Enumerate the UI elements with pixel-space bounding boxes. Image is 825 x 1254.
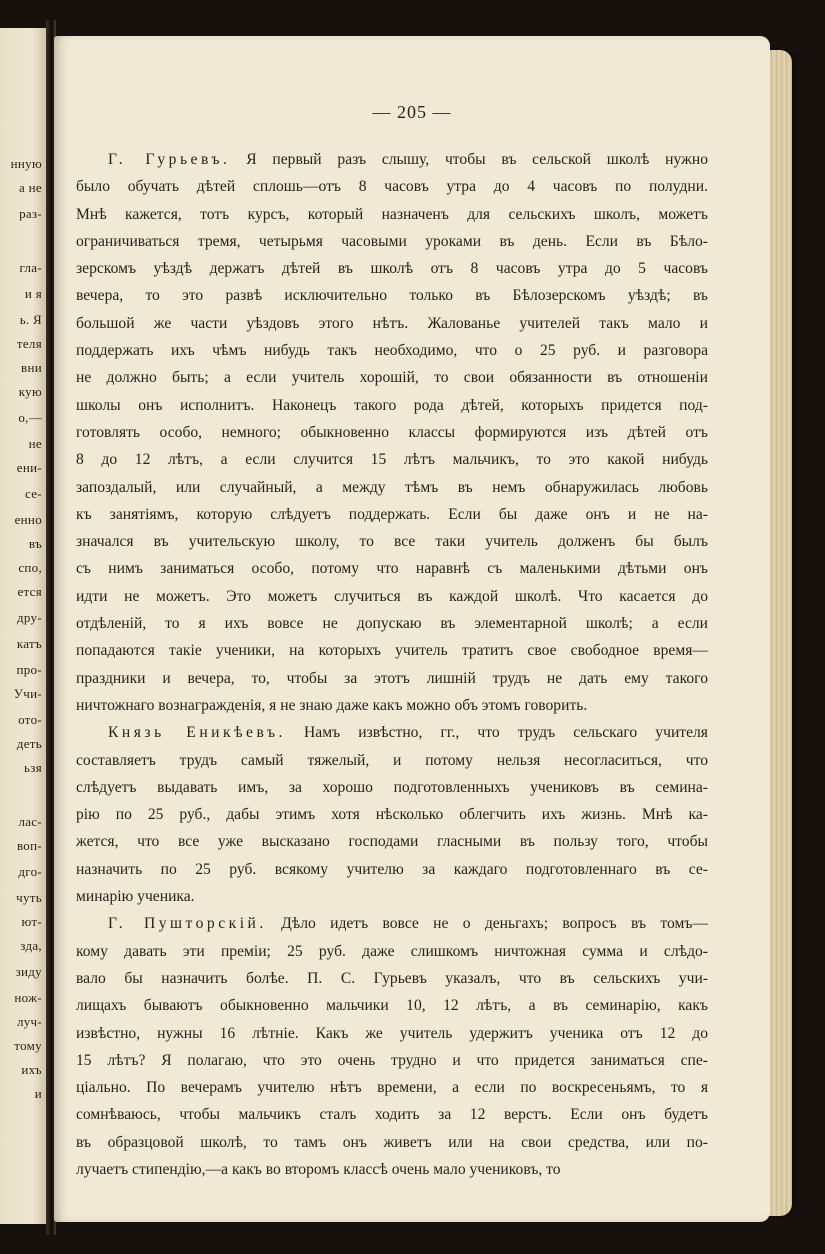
margin-fragment: ихъ [21, 1062, 42, 1077]
text-line [76, 364, 708, 391]
margin-fragment: и [34, 1086, 42, 1101]
text-line [76, 146, 708, 173]
margin-fragment: енно [14, 512, 42, 527]
text-line [76, 310, 708, 337]
margin-fragment: ени- [16, 460, 42, 475]
line-text: минарію ученика. [76, 888, 195, 906]
speaker-name: Князь Еникѣевъ. [108, 724, 286, 742]
margin-fragment: и я [24, 286, 42, 301]
line-text: 8 до 12 лѣтъ, а если случится 15 лѣтъ мальчикъ, то это какой нибудь [76, 451, 708, 469]
line-text: зерскомъ уѣздѣ держатъ дѣтей въ школѣ отъ 8 часовъ утра до 5 часовъ [76, 260, 708, 278]
margin-fragment: деть [16, 736, 42, 751]
text-line [76, 883, 708, 910]
text-line [76, 583, 708, 610]
text-line [76, 392, 708, 419]
margin-fragment: Учи- [13, 686, 42, 701]
line-text: попадаются такіе ученики, на которыхъ учитель тратитъ свое свободное время— [76, 642, 708, 660]
text-line [76, 1156, 708, 1183]
text-line [76, 719, 708, 746]
text-line [76, 501, 708, 528]
margin-fragment: дру- [17, 610, 42, 625]
margin-fragment: нную [10, 156, 42, 171]
line-text: не должно быть; а если учитель хорошій, то свои обязанности въ отношеніи [76, 369, 708, 387]
text-line [76, 1129, 708, 1156]
line-text: съ нимъ заниматься особо, потому что наравнѣ съ маленькими дѣтьми онъ [76, 560, 708, 578]
margin-fragment: спо, [18, 560, 42, 575]
text-line [76, 665, 708, 692]
margin-fragment: ют- [21, 914, 42, 929]
margin-fragment: дго- [18, 864, 42, 879]
line-text: идти не можетъ. Это можетъ случиться въ каждой школѣ. Что касается до [76, 587, 708, 605]
line-text: назначить по 25 руб. всякому учителю за каждаго подготовленнаго въ се- [76, 860, 708, 878]
line-text: кому давать эти преміи; 25 руб. даже слишкомъ ничтожная сумма и слѣдо- [76, 942, 708, 960]
line-text: въ образцовой школѣ, то тамъ онъ живетъ или на свои средства, или по- [76, 1133, 708, 1151]
text-line [76, 610, 708, 637]
page-text [76, 146, 708, 1183]
margin-fragment: ь. Я [19, 312, 42, 327]
margin-fragment: воп- [16, 838, 42, 853]
text-line [76, 555, 708, 582]
margin-fragment: вни [21, 360, 42, 375]
text-line [76, 337, 708, 364]
line-text: извѣстно, нужны 16 лѣтніе. Какъ же учитель удержитъ ученика отъ 12 до [76, 1024, 708, 1042]
line-text: Мнѣ кажется, тотъ курсъ, который назначенъ для сельскихъ школъ, можетъ [76, 205, 708, 223]
text-line [76, 1074, 708, 1101]
text-line [76, 173, 708, 200]
margin-fragment: гла- [19, 260, 42, 275]
line-text: Я первый разъ слышу, чтобы въ сельской школѣ нужно [246, 151, 708, 168]
margin-fragment: не [28, 436, 42, 451]
text-line [76, 856, 708, 883]
line-text: было обучать дѣтей сплошь—отъ 8 часовъ утра до 4 часовъ по полудни. [76, 178, 708, 196]
text-line [76, 1101, 708, 1128]
margin-fragment: лас- [18, 814, 42, 829]
text-line [76, 637, 708, 664]
margin-fragment: кую [18, 384, 42, 399]
line-text: школы онъ исполнитъ. Наконецъ такого рода дѣтей, которыхъ придется под- [76, 396, 708, 414]
text-line [76, 255, 708, 282]
line-text: къ занятіямъ, которую слѣдуетъ поддержать. Если бы даже онъ и не на- [76, 505, 708, 523]
line-text: лучаетъ стипендію,—а какъ во второмъ классѣ очень мало учениковъ, то [76, 1160, 561, 1178]
line-text: вало бы назначить болѣе. П. С. Гурьевъ указалъ, что въ сельскихъ учи- [76, 969, 708, 987]
line-text: слѣдуетъ выдавать имъ, за хорошо подготовленныхъ учениковъ въ семина- [76, 778, 708, 796]
text-line [76, 1047, 708, 1074]
margin-fragment: теля [16, 336, 42, 351]
line-text: праздники и вечера, то, чтобы за этотъ лишній трудъ не дать ему такого [76, 669, 708, 687]
text-line [76, 692, 708, 719]
speaker-name: Г. Гурьевъ. [108, 151, 231, 168]
margin-fragment: луч- [16, 1014, 42, 1029]
line-text: значался въ учительскую школу, то все таки учитель долженъ бы былъ [76, 533, 708, 551]
text-line [76, 747, 708, 774]
line-text: вечера, то это развѣ исключительно только въ Бѣлозерскомъ уѣздѣ; въ [76, 287, 708, 305]
line-text: Намъ извѣстно, гг., что трудъ сельскаго учителя [304, 724, 708, 742]
text-line [76, 910, 708, 937]
text-line [76, 801, 708, 828]
margin-fragment: нож- [14, 990, 42, 1005]
text-line [76, 282, 708, 309]
margin-fragment: зда, [20, 938, 42, 953]
line-text: ціально. По вечерамъ учителю нѣтъ времени, а если по воскресеньямъ, то я [76, 1079, 708, 1097]
margin-fragment: а не [19, 180, 42, 195]
text-line [76, 965, 708, 992]
line-text: поддержать ихъ чѣмъ нибудь такъ необходимо, что о 25 руб. и разговора [76, 342, 708, 360]
margin-fragment: ется [17, 584, 42, 599]
margin-fragment: раз- [19, 206, 42, 221]
line-text: Дѣло идетъ вовсе не о деньгахъ; вопросъ въ томъ— [281, 915, 708, 933]
line-text: 15 лѣтъ? Я полагаю, что это очень трудно и что придется заниматься спе- [76, 1051, 708, 1069]
margin-fragment: ьзя [24, 760, 42, 775]
text-line [76, 446, 708, 473]
speaker-name: Г. Пушторскій. [108, 915, 267, 933]
book-page [54, 36, 770, 1222]
line-text: жется, что все уже высказано господами гласными въ пользу того, чтобы [76, 833, 708, 851]
text-line [76, 528, 708, 555]
line-text: сомнѣваюсь, чтобы мальчикъ сталъ ходить за 12 верстъ. Если онъ будетъ [76, 1106, 708, 1124]
text-line [76, 774, 708, 801]
margin-fragment: зиду [15, 964, 42, 979]
text-line [76, 474, 708, 501]
margin-fragment: катъ [16, 636, 42, 651]
text-line [76, 419, 708, 446]
text-line [76, 228, 708, 255]
margin-fragment: тому [14, 1038, 42, 1053]
line-text: готовлять особо, немного; обыкновенно классы формируются изъ дѣтей отъ [76, 423, 708, 441]
margin-fragment: про- [16, 662, 42, 677]
page-number: — 205 — [372, 102, 452, 122]
line-text: запоздалый, или случайный, а между тѣмъ въ немъ обнаружилась любовь [76, 478, 708, 496]
line-text: рію по 25 руб., дабы этимъ хотя нѣсколько облегчить ихъ жизнь. Мнѣ ка- [76, 806, 708, 824]
margin-fragment: въ [28, 536, 42, 551]
text-line [76, 992, 708, 1019]
text-line [76, 938, 708, 965]
line-text: большой же части уѣздовъ этого нѣтъ. Жалованье учителей такъ мало и [76, 314, 708, 332]
line-text: ограничиваться тремя, четырьмя часовыми уроками въ день. Если въ Бѣло- [76, 232, 708, 250]
margin-fragment: се- [25, 486, 42, 501]
margin-fragment: ото- [18, 712, 42, 727]
previous-page-edge [0, 28, 46, 1224]
line-text: лищахъ бываютъ обыкновенно мальчики 10, 12 лѣтъ, а въ семинарію, какъ [76, 997, 708, 1015]
line-text: составляетъ трудъ самый тяжелый, и потому нельзя несогласиться, что [76, 751, 708, 769]
text-line [76, 201, 708, 228]
line-text: ничтожнаго вознагражденія, я не знаю даже какъ можно объ этомъ говорить. [76, 696, 588, 714]
text-line [76, 1020, 708, 1047]
margin-fragment: чуть [16, 890, 42, 905]
margin-fragment: о,— [18, 410, 42, 425]
line-text: отдѣленій, то я ихъ вовсе не допускаю въ элементарной школѣ; а если [76, 615, 708, 633]
text-line [76, 828, 708, 855]
